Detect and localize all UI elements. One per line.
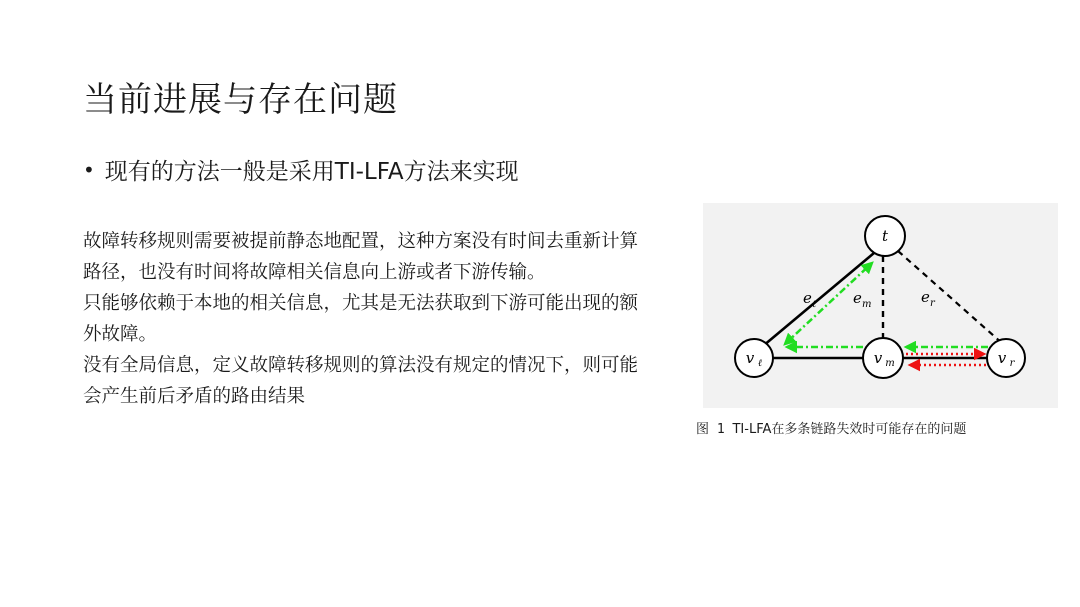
- paragraph-3: 没有全局信息，定义故障转移规则的算法没有规定的情况下，则可能会产生前后矛盾的路由结果: [83, 355, 639, 407]
- node-vm: [863, 338, 903, 378]
- network-diagram: [703, 203, 1058, 408]
- node-vl: [735, 339, 773, 377]
- svg-text:e: e: [921, 288, 930, 306]
- svg-text:v: v: [873, 349, 883, 367]
- bullet-dot-icon: •: [83, 157, 95, 182]
- bullet-point: [83, 153, 519, 186]
- svg-text:m: m: [862, 299, 872, 310]
- svg-text:r: r: [1009, 358, 1015, 369]
- svg-text:e: e: [803, 289, 812, 307]
- label-el: [803, 289, 816, 310]
- body-text: [83, 226, 643, 412]
- label-em: [853, 289, 871, 310]
- svg-text:e: e: [853, 289, 862, 307]
- node-vr: [987, 339, 1025, 377]
- bullet-text: 现有的方法一般是采用TI-LFA方法来实现: [104, 159, 519, 185]
- caption-text: TI-LFA在多条链路失效时可能存在的问题: [732, 422, 967, 437]
- edge-er: [898, 251, 1003, 344]
- caption-prefix: 图 1: [696, 422, 733, 437]
- svg-text:r: r: [930, 298, 935, 309]
- paragraph-1: 故障转移规则需要被提前静态地配置，这种方案没有时间去重新计算路径，也没有时间将故障相关信息向上游或者下游传输。: [83, 231, 639, 283]
- svg-text:m: m: [885, 358, 895, 369]
- svg-text:ℓ: ℓ: [757, 358, 763, 369]
- figure-caption: [696, 418, 966, 437]
- svg-text:t: t: [881, 227, 889, 245]
- slide-title: 当前进展与存在问题: [83, 80, 398, 120]
- paragraph-2: 只能够依赖于本地的相关信息，尤其是无法获取到下游可能出现的额外故障。: [83, 293, 639, 345]
- svg-text:v: v: [997, 349, 1007, 367]
- svg-text:v: v: [745, 349, 755, 367]
- svg-text:ℓ: ℓ: [812, 299, 817, 310]
- node-t: [865, 216, 905, 256]
- label-er: [921, 288, 936, 309]
